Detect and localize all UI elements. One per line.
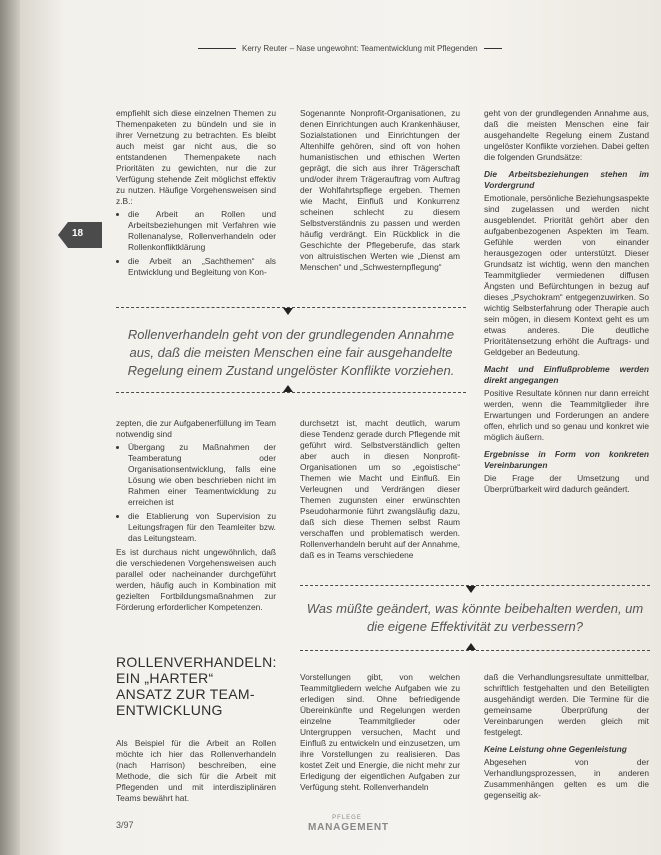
- section-body-column: [116, 738, 276, 806]
- principle-heading: Keine Leistung ohne Gegenleistung: [484, 744, 627, 754]
- top-column-1: [116, 108, 276, 281]
- middle-col1-intro: zepten, die zur Aufgabenerfüllung im Team notwendig sind: [116, 418, 276, 439]
- middle-column-2: [300, 418, 460, 563]
- issue-number: 3/97: [116, 820, 134, 830]
- section-heading: ROLLENVERHANDELN: EIN „HARTER“ ANSATZ ZUR TEAM-ENTWICKLUNG: [116, 654, 277, 718]
- middle-col1-after: Es ist durchaus nicht ungewöhnlich, daß die verschiedenen Vorgehensweisen auch parallel oder nacheinander durchgeführt werden, häufig auch in Kombination mit gezielten Fortbildungsmaßnahmen zur Förderung erforderlicher Kompetenzen.: [116, 547, 276, 612]
- principle-body: Abgesehen von der Verhandlungsprozessen, in anderen Zusammenhängen gelten es um die gegenseitig ak-: [484, 757, 649, 800]
- bottom-col3-intro: daß die Verhandlungsresultate unmittelbar, schriftlich festgehalten und den Beteiligten ausgehändigt werden. Die Termine für die gemeinsame Überprüfung der Vereinbarungen werden gleich mit festgelegt.: [484, 672, 649, 737]
- middle-col2-text: durchsetzt ist, macht deutlich, warum diese Tendenz gerade durch Pflegende mit geführt wird. Selbstverständlich gelten aber auch in diesen Nonprofit-Organisationen um so „egoistische“ Themen wie Macht und Einfluß. Ein Verleugnen und Verdrängen dieser Themen zugunsten einer erwünschten Pseudoharmonie führt zwangsläufig dazu, daß sich diese Themen selbst Raum verschaffen und problematisch werden. Rollenverhandeln beruht auf der Annahme, daß es in Teams verschiedene: [300, 418, 460, 560]
- page-spine-shadow: [0, 0, 20, 855]
- running-header: [198, 44, 598, 53]
- top-col1-intro: empfiehlt sich diese einzelnen Themen zu Themenpaketen zu bündeln und sie in ihrer Vernetzung zu betrachten. Es bleibt auch meist gar nicht aus, die so entstandenen Themenpakete nach Prioritäten zu gewichten, nur die zur Verfügung stehende Zeit möglichst effektiv zu nutzen. Häufige Vorgehensweisen sind z.B.:: [116, 108, 276, 206]
- top-column-2: [300, 108, 460, 275]
- logo-line-top: PFLEGE: [332, 815, 362, 821]
- principle-body: Emotionale, persönliche Beziehungsaspekte sind zugelassen und werden nicht ausgeblendet. Priorität gehört aber den aufgabenbezogenen Aspekten im Team. Gefühle werden von einander herausgezogen oder unterstützt. Dieser Grundsatz ist wichtig, wenn den manchen Teammitglieder vermiedenen diffusen Ängsten und Befürchtungen in bezug auf dieses „Psychokram“ entgegenzuwirken. So wichtig Selbsterfahrung oder Therapie auch sein mögen, in diesem Kontext geht es um etwas anderes. Die deutliche Prioritätensetzung erhöht die Auftrags- und Geldgeber an Bedeutung.: [484, 193, 649, 357]
- arrow-up-icon: [466, 643, 476, 650]
- principle-heading: Ergebnisse in Form von konkreten Vereinbarungen: [484, 449, 649, 470]
- page-tab-number: 18: [72, 228, 84, 239]
- header-rule-right: [484, 48, 502, 49]
- arrow-up-icon: [283, 385, 293, 392]
- running-title: Kerry Reuter – Nase ungewohnt: Teamentwicklung mit Pflegenden: [242, 44, 478, 53]
- principle-heading: Die Arbeitsbeziehungen stehen im Vordergrund: [484, 169, 649, 190]
- top-col3-intro: geht von der grundlegenden Annahme aus, daß die meisten Menschen eine fair ausgehandelte Regelung einem Zustand ungelöster Konflikte vorziehen. Dabei gelten die folgenden Grundsätze:: [484, 108, 649, 162]
- middle-col1-list: [116, 442, 276, 544]
- header-rule-left: [198, 48, 236, 49]
- list-item: • die Arbeit an Rollen und Arbeitsbeziehungen mit Verfahren wie Rollenanalyse, Rollenverhandeln oder Rollenkonfliktklärung: [128, 209, 276, 253]
- bottom-col2-text: Vorstellungen gibt, von welchen Teammitgliedern welche Aufgaben wie zu erledigen sind. Ohne befriedigende Übereinkünfte und Regelungen werden einzelne Teammitglieder oder Untergruppen versuchen, Macht und Einfluß zu entwickeln und einzusetzen, um ihre Vorstellungen zu realisieren. Das kostet Zeit und Energie, die nicht mehr zur Erledigung der eigentlichen Aufgaben zur Verfügung steht. Rollenverhandeln: [300, 672, 460, 792]
- top-column-3: [484, 108, 649, 497]
- list-item: • die Etablierung von Supervision zu Leitungsfragen für den Teamleiter bzw. das Leitungsteam.: [128, 511, 276, 544]
- principle-heading: Macht und Einflußprobleme werden direkt angegangen: [484, 364, 649, 385]
- principle-body: Die Frage der Umsetzung und Überprüfbarkeit wird dadurch geändert.: [484, 473, 649, 494]
- logo-line-bottom: MANAGEMENT: [308, 822, 389, 833]
- bottom-column-2: [300, 672, 460, 795]
- bottom-column-3: [484, 672, 649, 803]
- quote-rule-bottom: [116, 392, 466, 393]
- top-col1-list: [116, 209, 276, 278]
- arrow-down-icon: [466, 586, 476, 593]
- list-item: • Übergang zu Maßnahmen der Teamberatung oder Organisationsentwicklung, falls eine Lösung wie oben beschrieben nicht im Rahmen einer Teamentwicklung zu erreichen ist: [128, 442, 276, 508]
- top-col2-text: Sogenannte Nonprofit-Organisationen, zu denen Einrichtungen auch Krankenhäuser, Sozialstationen und Einrichtungen der Altenhilfe gehören, sind oft von hohen humanistischen und ethischen Werten geprägt, die sich aus ihrer Trägerschaft und/oder ihrem Trägerauftrag vom Auftrag der Wohlfahrtspflege ergeben. Themen wie Macht, Einfluß und Konkurrenz scheinen schlecht zu diesem Selbstverständnis zu passen und werden häufig verdrängt. Ein Rückblick in die Geschichte der Pflegeberufe, das stark von altruistischen Werten wie „Dienst am Menschen“ und „Schwesternpflegung“: [300, 108, 460, 272]
- page-number-tab: [58, 222, 102, 248]
- section-body: Als Beispiel für die Arbeit an Rollen möchte ich hier das Rollenverhandeln (nach Harrison) beschreiben, eine Methode, die sich für die Arbeit mit Pflegenden und mit interdisziplinären Teams bewährt hat.: [116, 738, 276, 803]
- middle-column-1: [116, 418, 276, 615]
- pull-quote-2: Was müßte geändert, was könnte beibehalten werden, um die eigene Effektivität zu verbessern?: [306, 601, 644, 634]
- list-item: • die Arbeit an „Sachthemen“ als Entwicklung und Begleitung von Kon-: [128, 256, 276, 278]
- quote-rule-bottom: [300, 650, 650, 651]
- principle-body: Positive Resultate können nur dann erreicht werden, wenn die Teammitglieder ihre Erwartungen und Forderungen an andere offen, ehrlich und so genau und konkret wie möglich äußern.: [484, 388, 649, 442]
- magazine-logo: [308, 815, 389, 835]
- pull-quote-1: Rollenverhandeln geht von der grundlegenden Annahme aus, daß die meisten Menschen eine fair ausgehandelte Regelung einem Zustand ungelöster Konflikte vorziehen.: [127, 327, 455, 378]
- arrow-down-icon: [283, 308, 293, 315]
